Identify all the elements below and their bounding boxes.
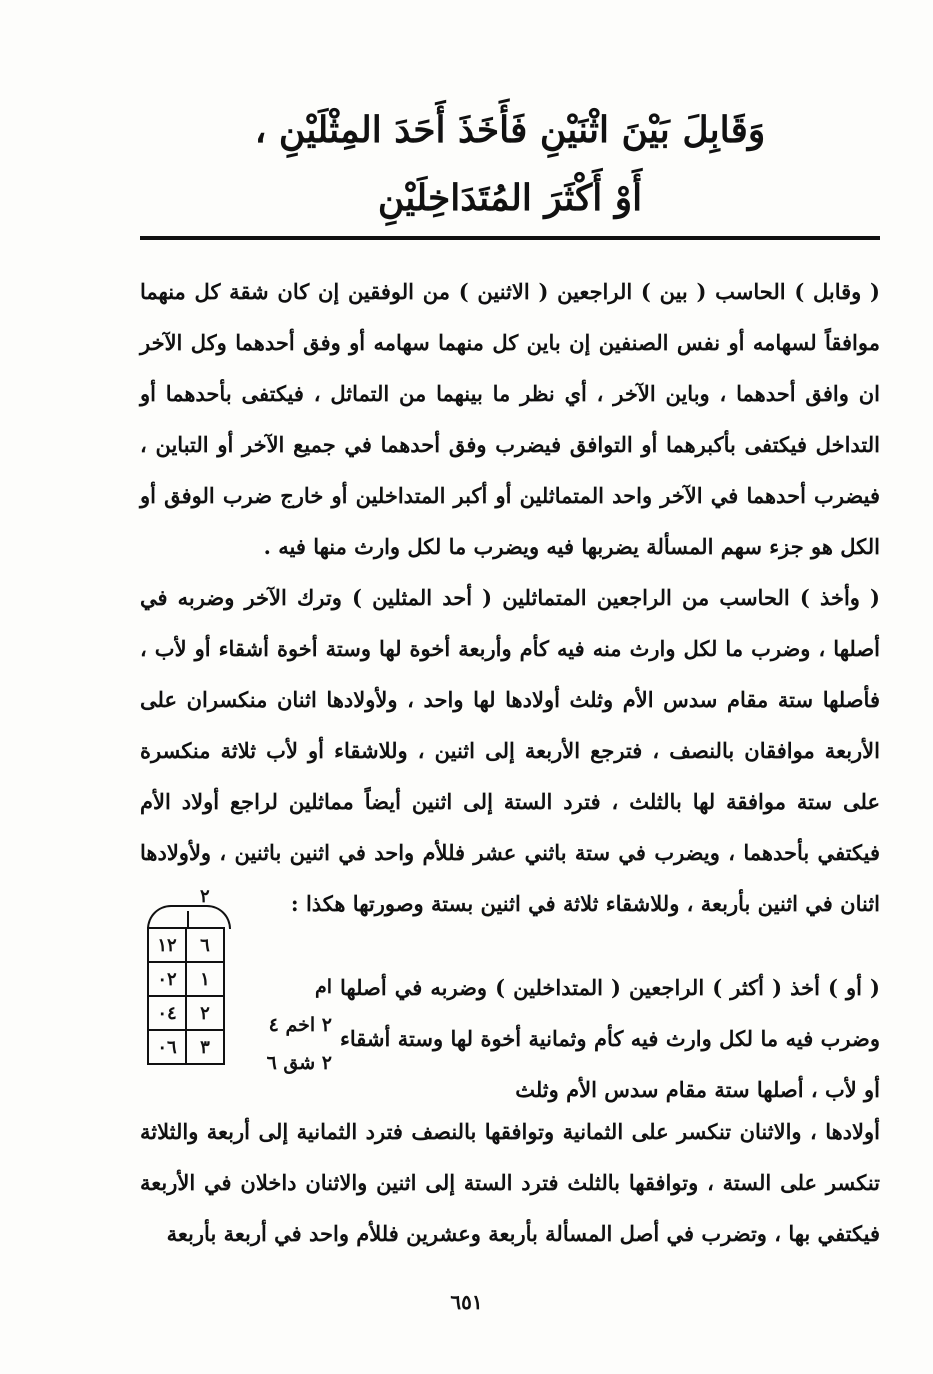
grid-cell: ٢ — [186, 996, 224, 1030]
chapter-title-line-2: أَوْ أَكْثَرَ المُتَدَاخِلَيْنِ — [377, 177, 643, 219]
grid-row — [148, 1030, 224, 1064]
grid-cell: ٠٢ — [148, 962, 186, 996]
grid-cell: ٦ — [186, 928, 224, 962]
inheritance-grid — [147, 927, 225, 1065]
grid-multiplier: ٢ — [200, 886, 210, 907]
paragraph-3: ( أو ) أخذ ( أكثر ) الراجعين ( المتداخلين ) وضربه في أصلها وضرب فيه ما لكل وارث فيه كأم وثمانية أخوة لها وستة أشقاء أو لأب ، أصلها ستة مقام سدس الأم وثلث — [340, 975, 880, 1102]
grid-row — [148, 962, 224, 996]
paragraph-1: ( وقابل ) الحاسب ( بين ) الراجعين ( الاثنين ) من الوفقين إن كان شقة كل منهما موافقاً لسهامه أو نفس الصنفين إن باين كل منهما سهامه أو وفق أحدهما وكل الآخر ان وافق أحدهما ، وباين الآخر ، أي نظر ما بينهما من التماثل ، فيكتفى بأحدهما أو التداخل فيكتفى بأكبرهما أو التوافق فيضرب وفق أحدهما في جميع الآخر أو التباين ، فيضرب أحدهما في الآخر واحد المتماثلين أو أكبر المتداخلين أو خارج ضرب الوفق أو الكل هو جزء سهم المسألة يضربها فيه ويضرب ما لكل وارث منها فيه . — [140, 279, 880, 559]
title-divider — [140, 236, 880, 240]
paragraph-2: ( وأخذ ) الحاسب من الراجعين المتماثلين ( أحد المثلين ) وترك الآخر وضربه في أصلها ، وضرب ما لكل وارث منه فيه كأم وأربعة أخوة لها وستة أخوة أشقاء أو لأب ، فأصلها ستة مقام سدس الأم وثلث أولادها لها واحد ، ولأولادها اثنان منكسران على الأربعة موافقان بالنصف ، فترجع الأربعة إلى اثنين ، وللاشقاء أو لأب ثلاثة منكسرة على ستة موافقة لها بالثلث ، فترد الستة إلى اثنين أيضاً مماثلين لراجع أولاد الأم فيكتفي بأحدهما ، ويضرب في ستة باثني عشر فللأم واحد في اثنين باثنين ، ولأولادها اثنان في اثنين بأربعة ، وللاشقاء ثلاثة في اثنين بستة وصورتها هكذا : — [140, 585, 880, 916]
grid-cell: ١٢ — [148, 928, 186, 962]
paragraph-4: أولادها ، والاثنان تنكسر على الثمانية وتوافقها بالنصف فترد الثمانية إلى أربعة والثلاثة تنكسر على الستة ، وتوافقها بالثلث فترد الستة إلى اثنين والاثنان داخلان في الأربعة فيكتفي بها ، وتضرب في أصل المسألة بأربعة وعشرين فللأم واحد في أربعة بأربعة — [140, 1119, 880, 1246]
grid-cell: ٠٦ — [148, 1030, 186, 1064]
heir-mother: ام — [314, 976, 332, 998]
heir-full-siblings: ٢ شق ٦ — [266, 1052, 332, 1074]
grid-bracket — [147, 905, 231, 929]
grid-cell: ٠٤ — [148, 996, 186, 1030]
grid-cell: ١ — [186, 962, 224, 996]
heir-maternal-siblings: ٢ اخم ٤ — [268, 1014, 332, 1036]
chapter-title-line-1: وَقَابِلَ بَيْنَ اثْنَيْنِ فَأَخَذَ أَحَدَ المِثْلَيْنِ ، — [254, 109, 766, 151]
grid-cell: ٣ — [186, 1030, 224, 1064]
grid-row — [148, 996, 224, 1030]
grid-row — [148, 928, 224, 962]
page-number: ٦٥١ — [450, 1290, 483, 1314]
heirs-list — [232, 968, 332, 1082]
